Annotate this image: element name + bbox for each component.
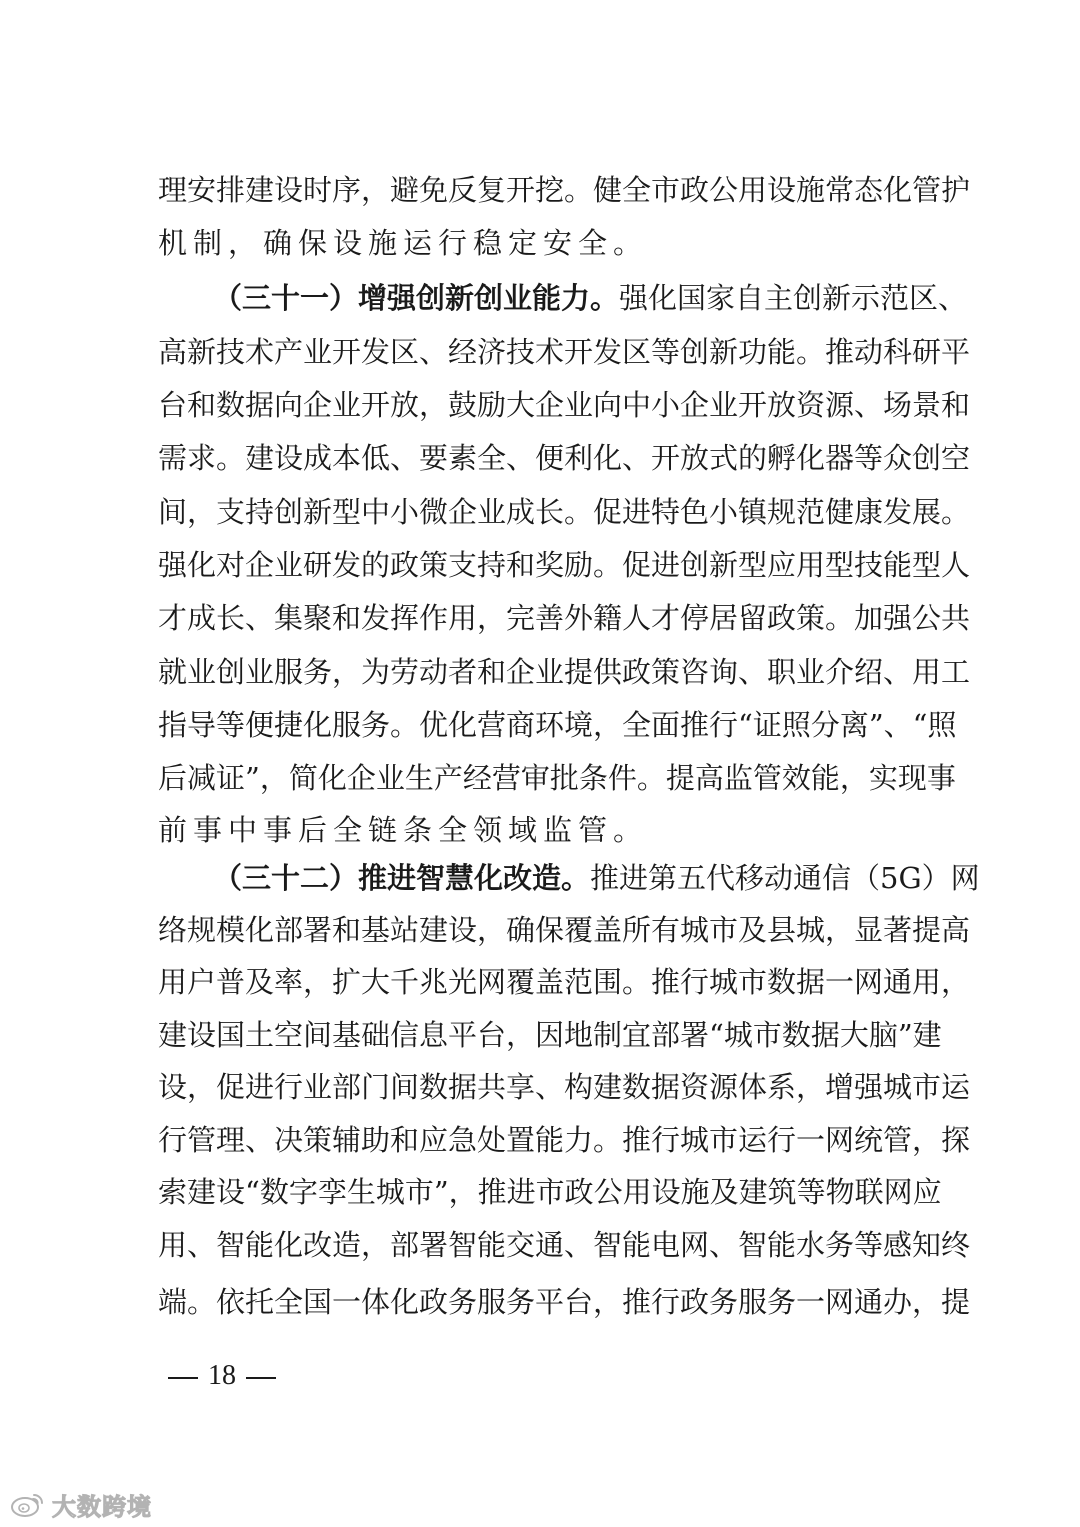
body-line: 索建设“数字孪生城市”，推进市政公用设施及建筑等物联网应 — [158, 1175, 942, 1209]
body-line: 络规模化部署和基站建设，确保覆盖所有城市及县城，显著提高 — [158, 913, 971, 947]
body-text: 推进第五代移动通信（5G）网 — [590, 861, 980, 895]
weibo-logo-icon — [10, 1489, 46, 1519]
page-number-dash-right — [246, 1377, 276, 1379]
body-text: 强化国家自主创新示范区、 — [619, 281, 968, 315]
paragraph-32-first-line — [213, 848, 980, 908]
body-line: 建设国土空间基础信息平台，因地制宜部署“城市数据大脑”建 — [158, 1018, 942, 1052]
body-line: 才成长、集聚和发挥作用，完善外籍人才停居留政策。加强公共 — [158, 601, 971, 635]
body-line: 间，支持创新型中小微企业成长。促进特色小镇规范健康发展。 — [158, 495, 971, 529]
paragraph-31-first-line — [213, 268, 968, 328]
watermark-text: 大数跨境 — [52, 1492, 152, 1521]
page-number-dash-left — [168, 1377, 198, 1379]
section-heading-32: （三十二）推进智慧化改造。 — [213, 861, 591, 895]
body-line: 需求。建设成本低、要素全、便利化、开放式的孵化器等众创空 — [158, 441, 971, 475]
section-heading-31: （三十一）增强创新创业能力。 — [213, 281, 620, 315]
body-line: 台和数据向企业开放，鼓励大企业向中小企业开放资源、场景和 — [158, 388, 971, 422]
body-line: 就业创业服务，为劳动者和企业提供政策咨询、职业介绍、用工 — [158, 655, 971, 689]
body-line: 后减证”，简化企业生产经营审批条件。提高监管效能，实现事 — [158, 761, 956, 795]
body-line: 强化对企业研发的政策支持和奖励。促进创新型应用型技能型人 — [158, 548, 971, 582]
body-line: 指导等便捷化服务。优化营商环境，全面推行“证照分离”、“照 — [158, 708, 957, 742]
body-line: 高新技术产业开发区、经济技术开发区等创新功能。推动科研平 — [158, 335, 971, 369]
page-number — [158, 1356, 286, 1396]
body-line: 设，促进行业部门间数据共享、构建数据资源体系，增强城市运 — [158, 1070, 971, 1104]
body-line: 机制，确保设施运行稳定安全。 — [158, 226, 649, 260]
page-number-value: 18 — [208, 1360, 236, 1391]
body-line: 行管理、决策辅助和应急处置能力。推行城市运行一网统管，探 — [158, 1123, 971, 1157]
body-line: 理安排建设时序，避免反复开挖。健全市政公用设施常态化管护 — [158, 173, 971, 207]
body-line: 用、智能化改造，部署智能交通、智能电网、智能水务等感知终 — [158, 1228, 971, 1262]
body-line: 用户普及率，扩大千兆光网覆盖范围。推行城市数据一网通用， — [158, 965, 971, 999]
body-line: 前事中事后全链条全领域监管。 — [158, 813, 649, 847]
watermark — [10, 1484, 152, 1524]
body-line: 端。依托全国一体化政务服务平台，推行政务服务一网通办，提 — [158, 1285, 971, 1319]
